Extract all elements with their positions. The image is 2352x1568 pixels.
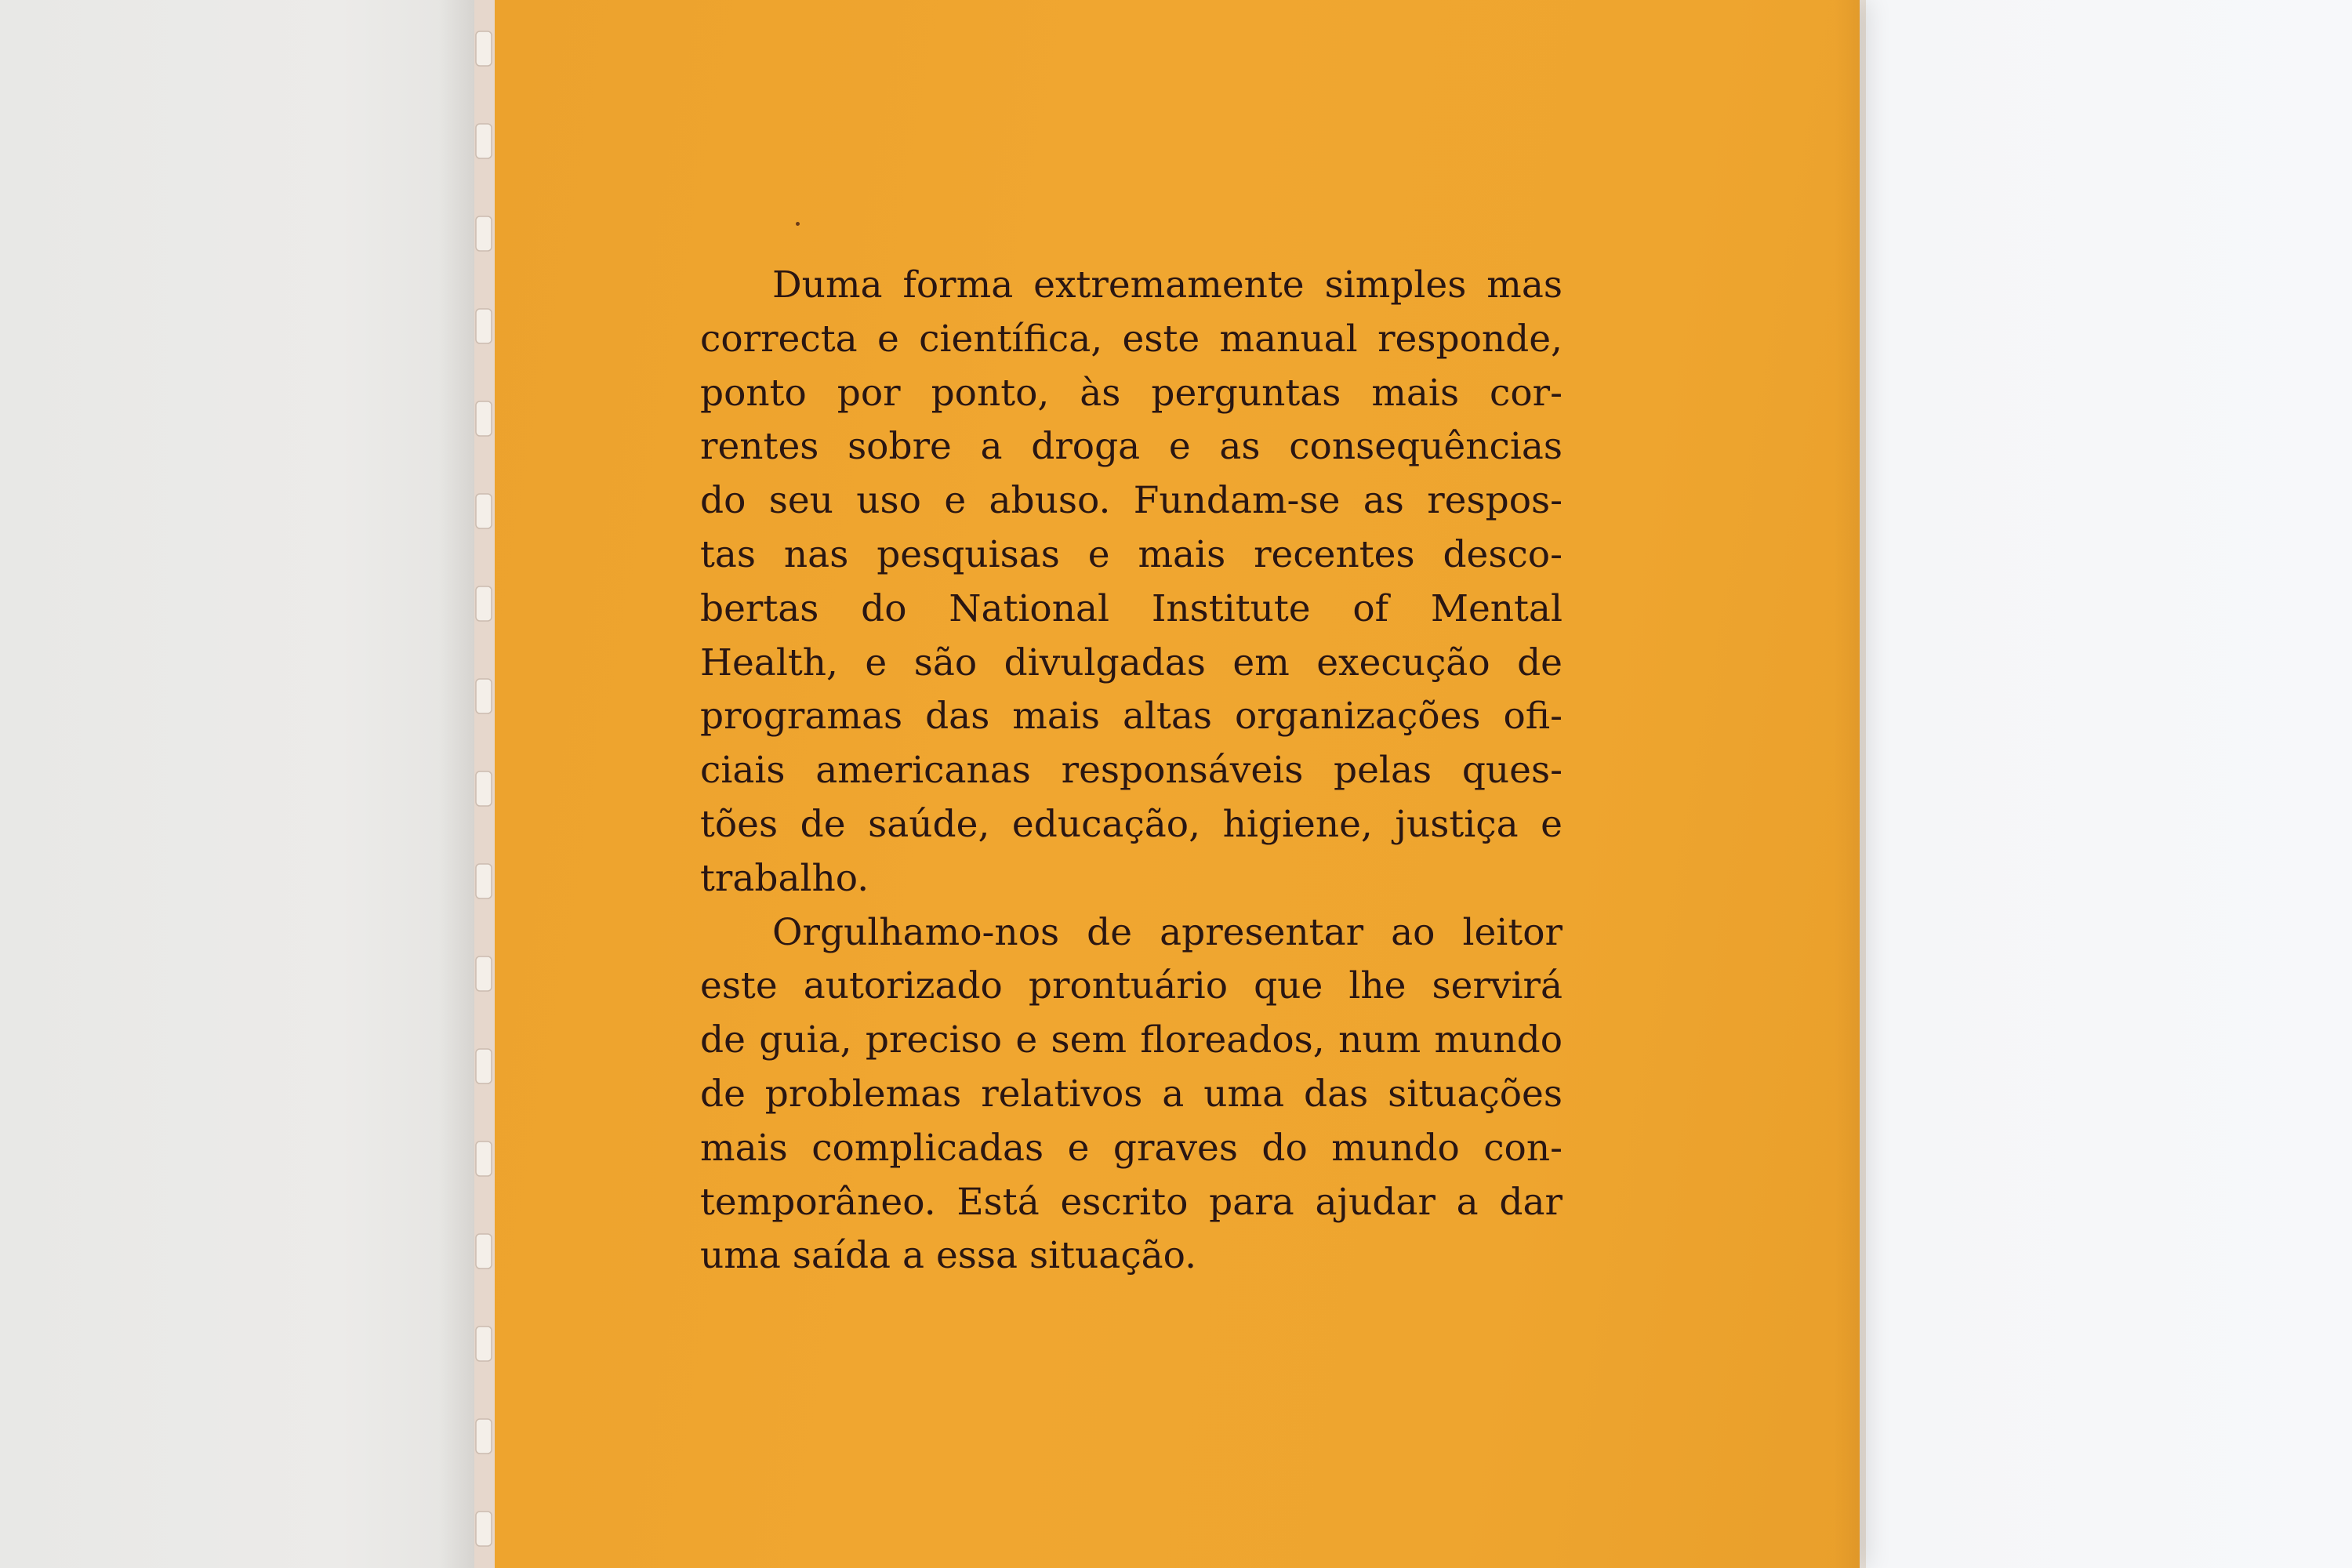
binding-notch [476,494,492,528]
binding-notch [476,1234,492,1269]
text-line: uma saída a essa situação. [700,1234,1197,1278]
text-line: temporâneo. Está escrito para ajudar a dar [700,1180,1563,1224]
text-line: tas nas pesquisas e mais recentes desco- [700,532,1563,576]
binding-notch [476,1142,492,1176]
binding-notch [476,124,492,158]
text-line: tões de saúde, educação, higiene, justiça e [700,802,1563,846]
binding-notch [476,586,492,621]
text-line: este autorizado prontuário que lhe servirá [700,964,1563,1008]
binding-notch [476,31,492,66]
binding-notch [476,864,492,898]
text-line: trabalho. [700,856,869,900]
print-speck [796,222,800,226]
left-page [0,0,486,1568]
cover-edge-shadow [1835,0,1866,1568]
binding-notch [476,771,492,806]
text-line: Health, e são divulgadas em execução de [700,641,1563,684]
cover-blurb [700,259,1563,1283]
binding-notch [476,1327,492,1361]
binding-notch [476,956,492,991]
text-line: rentes sobre a droga e as consequências [700,425,1563,469]
text-line: mais complicadas e graves do mundo con- [700,1126,1563,1170]
binding-notch [476,679,492,713]
text-line: programas das mais altas organizações ofi- [700,695,1563,739]
binding-notch [476,1049,492,1083]
text-line: correcta e científica, este manual responde, [700,317,1563,361]
text-line: Orgulhamo-nos de apresentar ao leitor [772,910,1563,954]
binding-notch [476,1419,492,1454]
text-line: de problemas relativos a uma das situações [700,1072,1563,1116]
binding-notch [476,216,492,251]
binding-notch [476,1512,492,1546]
text-line: Duma forma extremamente simples mas [772,263,1563,307]
binding-notch [476,401,492,436]
text-line: bertas do National Institute of Mental [700,586,1563,630]
torn-binding-edge [474,0,495,1568]
text-line: do seu uso e abuso. Fundam-se as respos- [700,479,1563,523]
text-line: ponto por ponto, às perguntas mais cor- [700,371,1563,415]
text-line: ciais americanas responsáveis pelas ques- [700,749,1563,793]
binding-notch [476,309,492,343]
text-line: de guia, preciso e sem floreados, num mundo [700,1018,1563,1062]
